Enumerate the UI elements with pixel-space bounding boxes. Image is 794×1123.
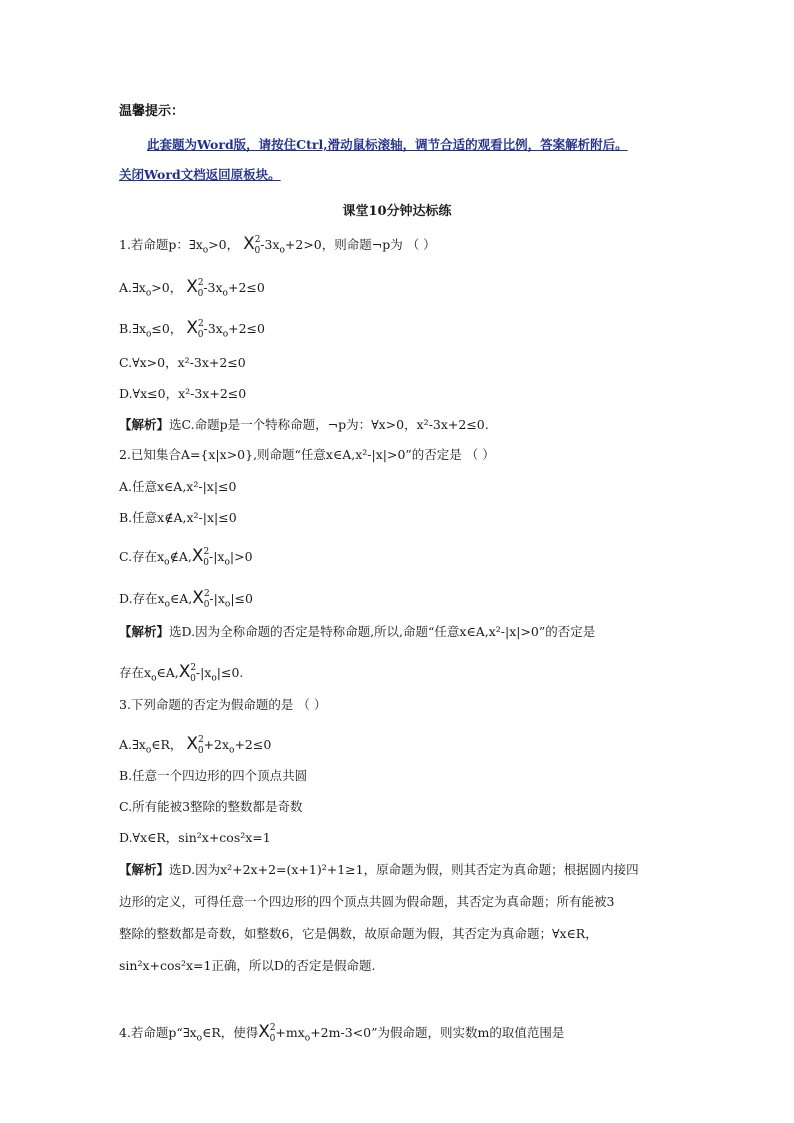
q2-stem: 2.已知集合A={x|x>0},则命题“任意x∈A,x²-|x|>0”的否定是 （ ） [119,447,495,462]
tip-line-2: 关闭Word文档返回原板块。 [119,167,281,182]
q3-option-c: C.所有能被3整除的整数都是奇数 [119,799,303,814]
q3-option-a: $A.\exists x_o\in R$， $X^2_0+2x_o+2\le 0$ [119,734,272,756]
q2-analysis-line-2: 存在$x_o\in A,X^2_0-|x_o|\le 0$. [119,662,244,684]
q3-analysis-line-3: 整除的整数都是奇数，如整数6，它是偶数，故原命题为假，其否定为真命题；∀x∈R， [119,926,598,941]
q1-option-d: D.∀x≤0，x²-3x+2≤0 [119,386,247,401]
q3-stem: 3.下列命题的否定为假命题的是 （ ） [119,697,327,712]
q3-analysis-line-2: 边形的定义，可得任意一个四边形的四个顶点共圆为假命题，其否定为真命题；所有能被3 [119,894,615,909]
q1-option-a: $A.\exists x_o>0$， $X^2_0-3x_o+2\le 0$ [119,277,265,299]
q1-analysis: 【解析】选C.命题p是一个特称命题，¬p为：∀x>0，x²-3x+2≤0. [119,417,489,432]
q2-option-c: C.存在$x_o\notin A,X^2_0-|x_o|>0$ [119,546,253,568]
q3-option-b: B.任意一个四边形的四个顶点共圆 [119,768,308,783]
q2-analysis-line-1: 【解析】选D.因为全称命题的否定是特称命题,所以,命题“任意x∈A,x²-|x|>0”的否定是 [119,624,596,639]
q2-option-a: A.任意x∈A,x²-|x|≤0 [119,479,237,494]
q4-stem: 4.若命题$p“\exists x_o\in R$，使得$X^2_0+mx_o+2m-3<0$”为假命题，则实数m的取值范围是 [119,1022,565,1044]
tip-line-1: 此套题为Word版，请按住Ctrl,滑动鼠标滚轴，调节合适的观看比例，答案解析附后。 [147,137,628,152]
q1-option-c: C.∀x>0，x²-3x+2≤0 [119,355,246,370]
q3-option-d: D.∀x∈R，sin²x+cos²x=1 [119,830,271,845]
q2-option-d: D.存在$x_o\in A,X^2_0-|x_o|\le 0$ [119,588,253,610]
q2-option-b: B.任意x∉A,x²-|x|≤0 [119,510,237,525]
section-heading: 课堂10分钟达标练 [342,204,452,219]
q1-option-b: $B.\exists x_o\le 0$， $X^2_0-3x_o+2\le 0$ [119,318,265,340]
q3-analysis-line-4: sin²x+cos²x=1正确，所以D的否定是假命题. [119,958,376,973]
q1-stem: 1.若命题p：$\exists x_o>0$， $X^2_0-3x_o+2>0$，则命题¬p为 （ ） [119,234,436,256]
tip-title: 温馨提示： [119,104,185,119]
q3-analysis-line-1: 【解析】选D.因为x²+2x+2=(x+1)²+1≥1，原命题为假，则其否定为真命题；根据圆内接四 [119,862,639,877]
